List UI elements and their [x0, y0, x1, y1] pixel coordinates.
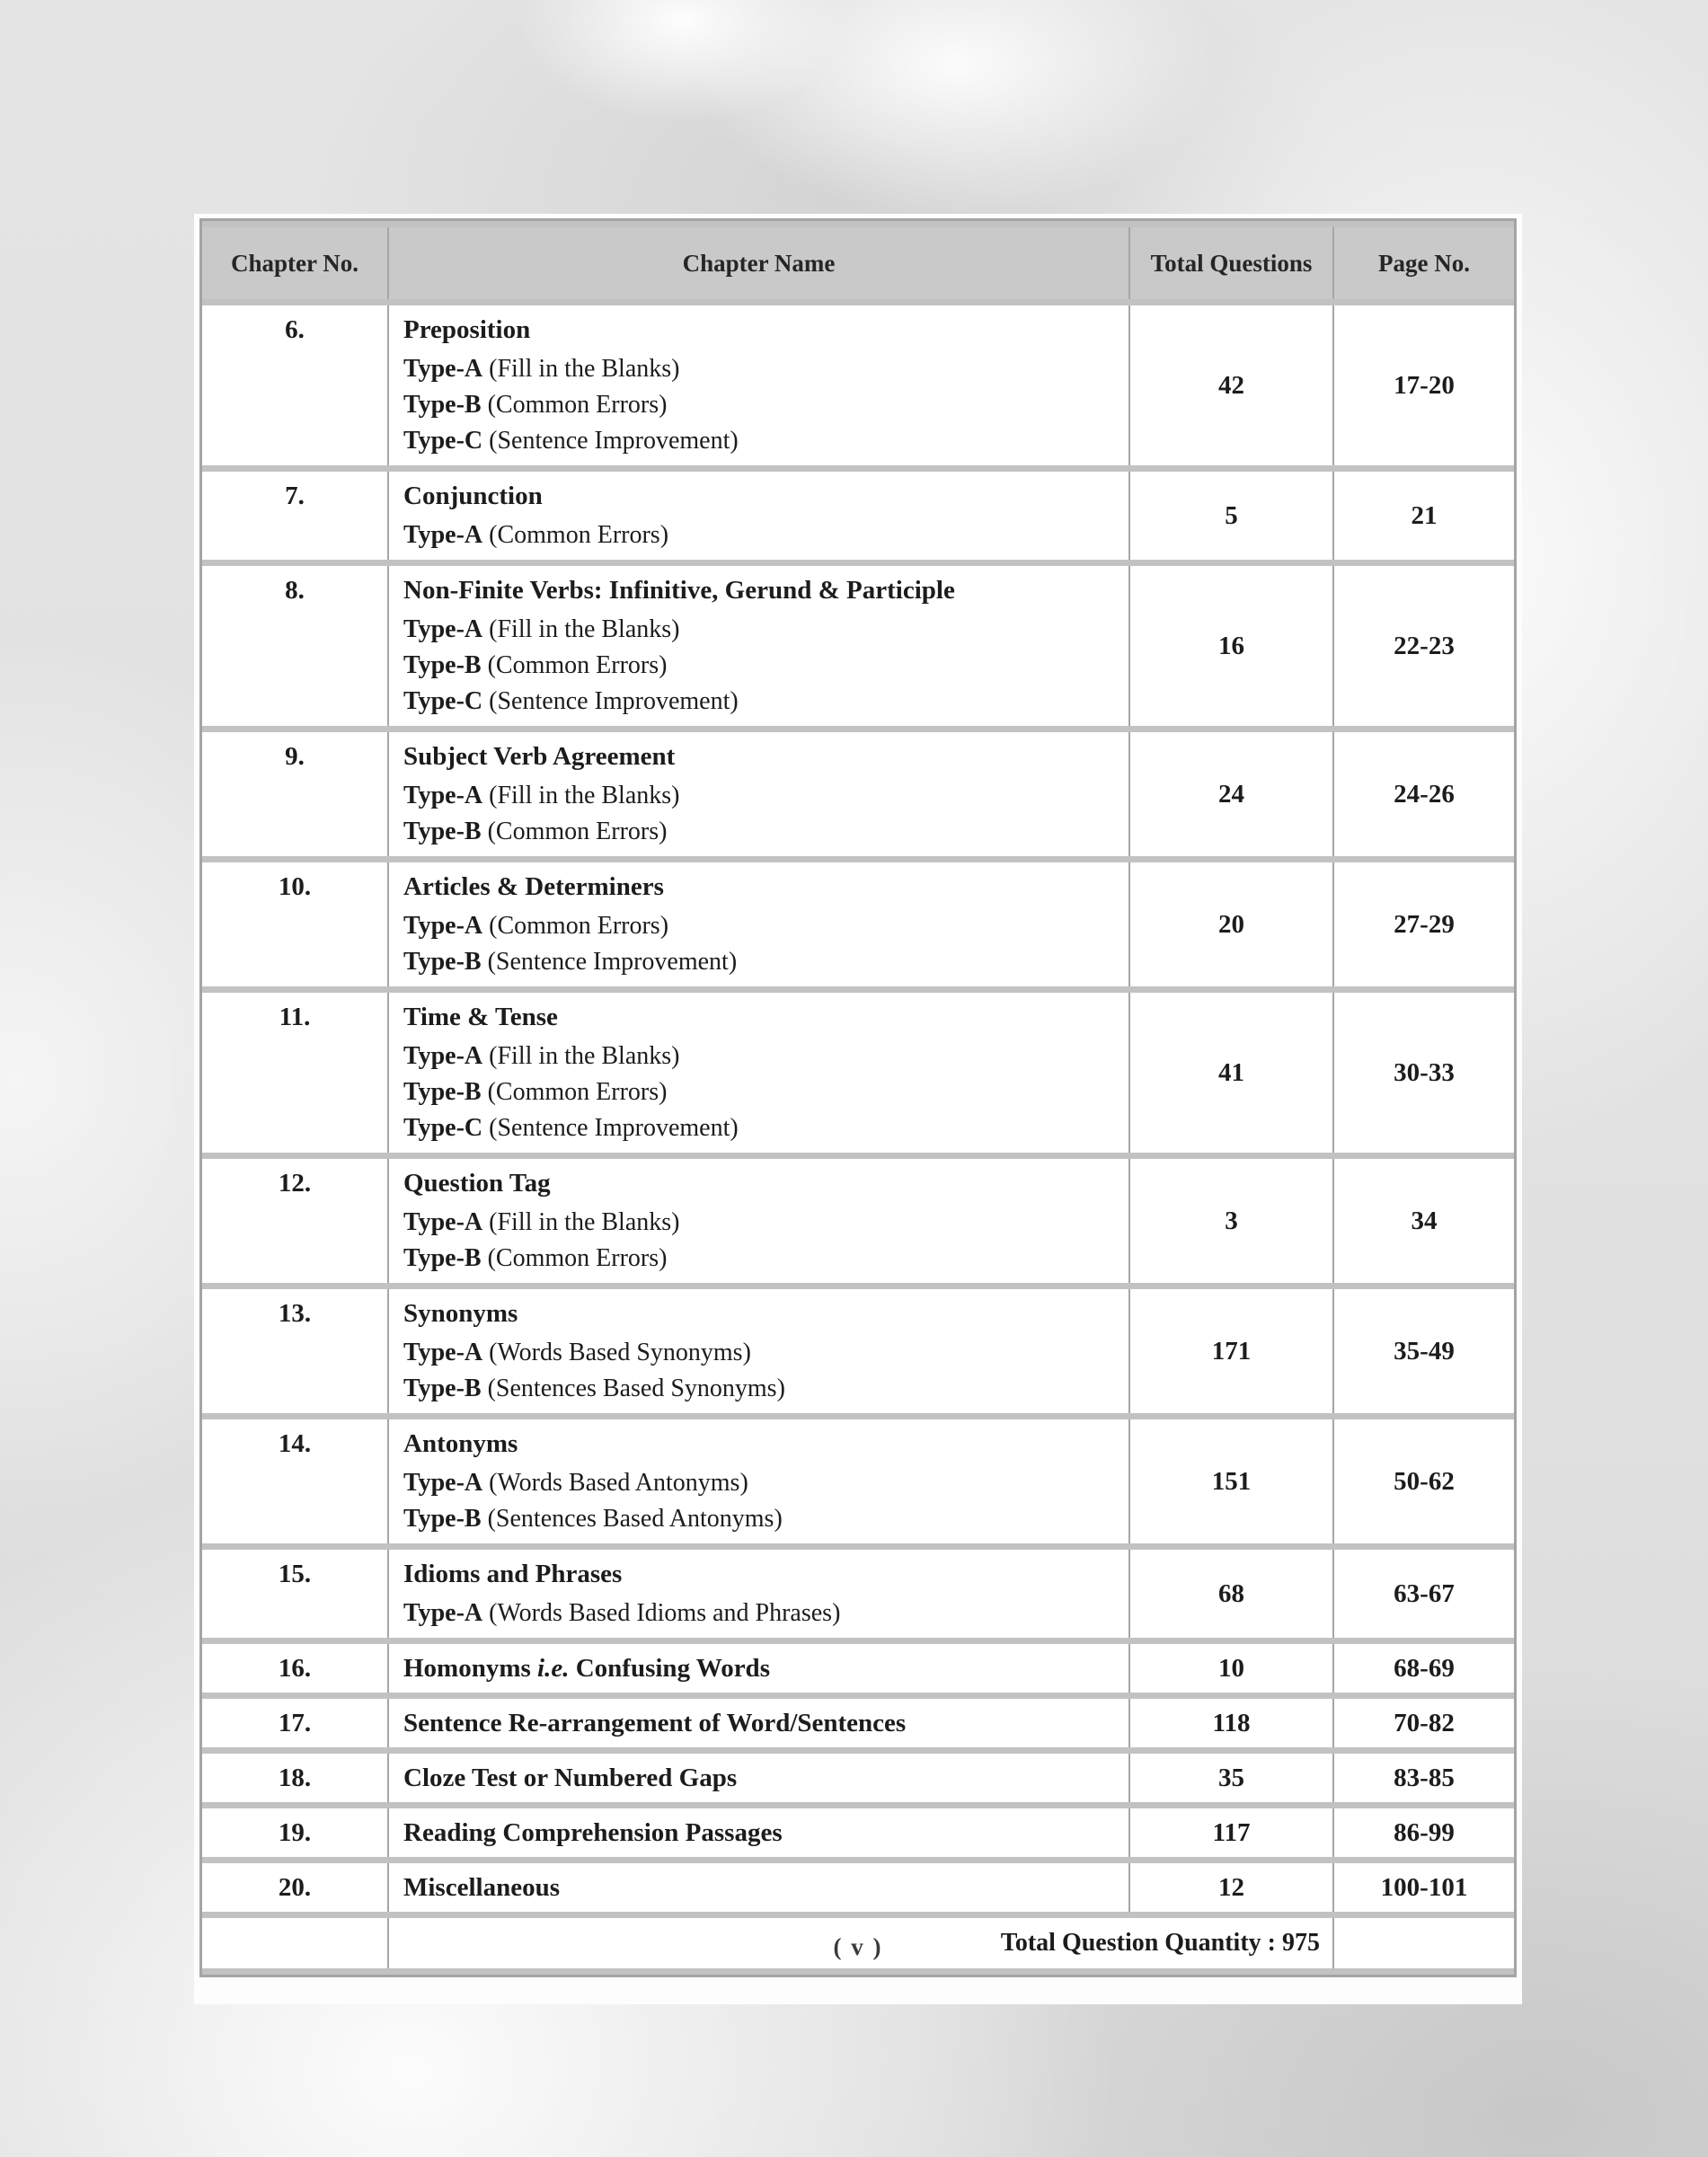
chapter-no-cell: 8. [202, 566, 387, 726]
type-line: Type-A (Words Based Idioms and Phrases) [403, 1599, 841, 1627]
total-questions-cell: 117 [1128, 1808, 1332, 1857]
chapter-name-cell [387, 862, 1128, 986]
chapter-row [202, 1863, 1514, 1912]
type-line: Type-A (Words Based Antonyms) [403, 1469, 748, 1497]
type-line: Type-B (Common Errors) [403, 1244, 668, 1272]
total-questions-cell: 3 [1128, 1159, 1332, 1283]
type-line: Type-C (Sentence Improvement) [403, 1114, 739, 1142]
chapter-title: Sentence Re-arrangement of Word/Sentences [403, 1709, 907, 1737]
page-range-cell: 27-29 [1332, 862, 1514, 986]
chapter-row [202, 732, 1514, 856]
chapter-name-cell [387, 1754, 1128, 1802]
page-range-cell: 100-101 [1332, 1863, 1514, 1912]
chapter-row [202, 862, 1514, 986]
total-questions-cell: 68 [1128, 1550, 1332, 1638]
chapter-no-cell: 20. [202, 1863, 387, 1912]
page-range-cell: 21 [1332, 472, 1514, 560]
page-range-cell: 50-62 [1332, 1419, 1514, 1543]
type-line: Type-A (Common Errors) [403, 912, 669, 940]
type-line: Type-B (Common Errors) [403, 391, 668, 419]
total-questions-cell: 12 [1128, 1863, 1332, 1912]
chapter-name-cell [387, 305, 1128, 465]
page-range-cell: 22-23 [1332, 566, 1514, 726]
type-line: Type-C (Sentence Improvement) [403, 427, 739, 455]
chapter-row [202, 566, 1514, 726]
page-range-cell: 86-99 [1332, 1808, 1514, 1857]
type-line: Type-A (Fill in the Blanks) [403, 1042, 680, 1070]
toc-table [199, 218, 1517, 1977]
chapter-name-cell [387, 732, 1128, 856]
chapter-no-cell: 7. [202, 472, 387, 560]
chapter-name-cell [387, 1808, 1128, 1857]
type-line: Type-B (Sentences Based Synonyms) [403, 1375, 785, 1402]
chapter-row [202, 1419, 1514, 1543]
chapter-name-cell [387, 1699, 1128, 1747]
type-line: Type-A (Fill in the Blanks) [403, 1208, 680, 1236]
chapter-no-cell: 6. [202, 305, 387, 465]
chapter-title: Subject Verb Agreement [403, 742, 676, 771]
type-line: Type-B (Common Errors) [403, 651, 668, 679]
chapter-no-cell: 17. [202, 1699, 387, 1747]
chapter-name-cell [387, 472, 1128, 560]
chapter-row [202, 1754, 1514, 1802]
chapter-no-cell: 15. [202, 1550, 387, 1638]
total-questions-cell: 16 [1128, 566, 1332, 726]
chapter-name-cell [387, 1550, 1128, 1638]
type-line: Type-A (Fill in the Blanks) [403, 782, 680, 809]
page-range-cell: 70-82 [1332, 1699, 1514, 1747]
page-range-cell: 63-67 [1332, 1550, 1514, 1638]
page-range-cell: 24-26 [1332, 732, 1514, 856]
chapter-name-cell [387, 1159, 1128, 1283]
header-chapter-name: Chapter Name [387, 227, 1128, 299]
chapter-no-cell: 9. [202, 732, 387, 856]
type-line: Type-A (Common Errors) [403, 521, 669, 549]
chapter-title: Homonyms i.e. Confusing Words [403, 1654, 770, 1683]
chapter-no-cell: 14. [202, 1419, 387, 1543]
total-questions-cell: 42 [1128, 305, 1332, 465]
chapter-row [202, 993, 1514, 1153]
chapter-no-cell: 11. [202, 993, 387, 1153]
chapter-no-cell: 12. [202, 1159, 387, 1283]
header-chapter-no: Chapter No. [202, 227, 387, 299]
header-page-no: Page No. [1332, 227, 1514, 299]
chapter-row [202, 1699, 1514, 1747]
chapter-title: Miscellaneous [403, 1873, 560, 1902]
chapter-title: Articles & Determiners [403, 872, 664, 901]
chapter-row [202, 1808, 1514, 1857]
page-range-cell: 34 [1332, 1159, 1514, 1283]
chapter-row [202, 1644, 1514, 1693]
total-questions-cell: 10 [1128, 1644, 1332, 1693]
page-range-cell: 83-85 [1332, 1754, 1514, 1802]
chapter-title: Question Tag [403, 1169, 551, 1198]
page-range-cell: 17-20 [1332, 305, 1514, 465]
total-questions-cell: 35 [1128, 1754, 1332, 1802]
chapter-title: Time & Tense [403, 1003, 558, 1031]
chapter-name-cell [387, 1863, 1128, 1912]
chapter-name-cell [387, 1419, 1128, 1543]
chapter-title: Preposition [403, 315, 531, 344]
type-line: Type-B (Common Errors) [403, 818, 668, 845]
toc-table-body [202, 305, 1514, 1912]
type-line: Type-A (Fill in the Blanks) [403, 355, 680, 383]
chapter-title: Non-Finite Verbs: Infinitive, Gerund & Participle [403, 576, 955, 605]
total-questions-cell: 24 [1128, 732, 1332, 856]
type-line: Type-B (Sentence Improvement) [403, 948, 738, 976]
total-questions-cell: 41 [1128, 993, 1332, 1153]
page-number: ( v ) [833, 1933, 883, 1960]
chapter-name-cell [387, 566, 1128, 726]
page-range-cell: 68-69 [1332, 1644, 1514, 1693]
chapter-row [202, 1159, 1514, 1283]
chapter-no-cell: 13. [202, 1289, 387, 1413]
chapter-no-cell: 10. [202, 862, 387, 986]
chapter-no-cell: 16. [202, 1644, 387, 1693]
total-questions-cell: 118 [1128, 1699, 1332, 1747]
chapter-title: Conjunction [403, 482, 543, 510]
total-questions-cell: 151 [1128, 1419, 1332, 1543]
chapter-name-cell [387, 993, 1128, 1153]
chapter-no-cell: 19. [202, 1808, 387, 1857]
page-range-cell: 30-33 [1332, 993, 1514, 1153]
type-line: Type-B (Sentences Based Antonyms) [403, 1505, 783, 1533]
type-line: Type-A (Words Based Synonyms) [403, 1339, 751, 1366]
chapter-title: Cloze Test or Numbered Gaps [403, 1764, 738, 1792]
total-questions-cell: 171 [1128, 1289, 1332, 1413]
chapter-row [202, 1550, 1514, 1638]
chapter-title: Idioms and Phrases [403, 1560, 623, 1588]
toc-table-head [202, 227, 1514, 299]
type-line: Type-C (Sentence Improvement) [403, 687, 739, 715]
header-row [202, 227, 1514, 299]
chapter-row [202, 472, 1514, 560]
chapter-name-cell [387, 1289, 1128, 1413]
total-question-quantity: Total Question Quantity : 975 [387, 1918, 1332, 1968]
chapter-title: Antonyms [403, 1429, 518, 1458]
page-range-cell: 35-49 [1332, 1289, 1514, 1413]
total-questions-cell: 5 [1128, 472, 1332, 560]
table-backing-card [194, 214, 1522, 2004]
chapter-no-cell: 18. [202, 1754, 387, 1802]
total-questions-cell: 20 [1128, 862, 1332, 986]
header-total-questions: Total Questions [1128, 227, 1332, 299]
type-line: Type-A (Fill in the Blanks) [403, 615, 680, 643]
chapter-row [202, 1289, 1514, 1413]
chapter-row [202, 305, 1514, 465]
chapter-name-cell [387, 1644, 1128, 1693]
chapter-title: Reading Comprehension Passages [403, 1818, 783, 1847]
type-line: Type-B (Common Errors) [403, 1078, 668, 1106]
chapter-title: Synonyms [403, 1299, 518, 1328]
